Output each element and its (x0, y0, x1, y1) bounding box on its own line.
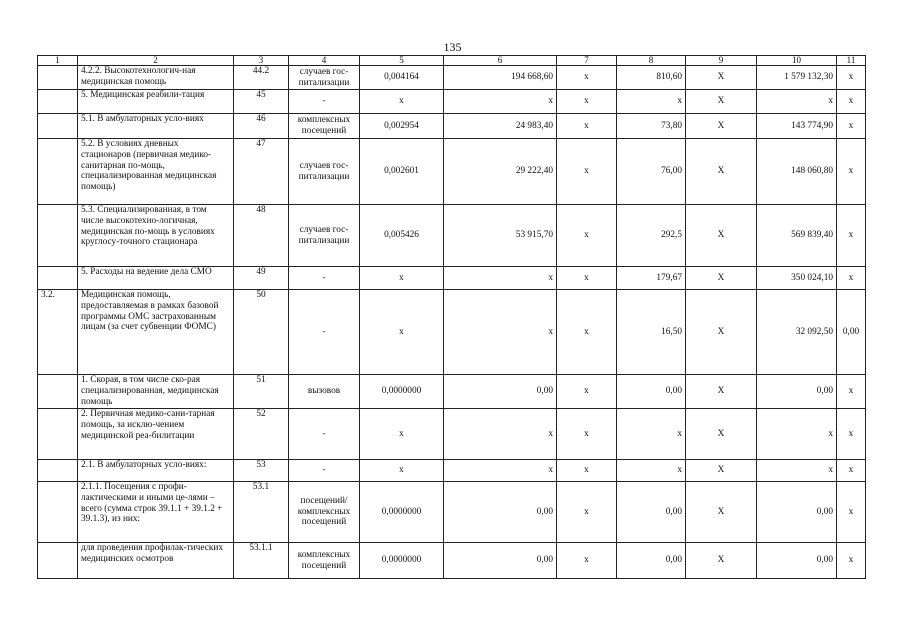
table-row (38, 139, 866, 205)
column-9-cell: X (686, 482, 757, 543)
table-row (38, 409, 866, 460)
column-number: 10 (757, 56, 837, 66)
cost-total-cell: 0,00 (757, 482, 837, 543)
column-9-cell: X (686, 409, 757, 460)
indicator-name-cell: 5.1. В амбулаторных усло-виях (78, 114, 234, 139)
indicator-name-cell: 5.2. В условиях дневных стационаров (первичная медико-санитарная по-мощь, специализированная медицинская помощь) (78, 139, 234, 205)
per-capita-cell: x (617, 409, 686, 460)
data-table (37, 55, 866, 579)
column-11-cell: x (837, 139, 866, 205)
cost-total-cell: 569 839,40 (757, 205, 837, 267)
column-11-cell: x (837, 543, 866, 579)
column-9-cell: X (686, 375, 757, 409)
per-capita-cell: 76,00 (617, 139, 686, 205)
column-number-row (38, 56, 866, 66)
line-number-cell: 49 (234, 267, 289, 290)
column-number: 6 (444, 56, 557, 66)
column-7-cell: x (557, 482, 617, 543)
cost-total-cell: x (757, 90, 837, 114)
per-capita-cell: 73,80 (617, 114, 686, 139)
row-number-cell (38, 375, 78, 409)
norm-cost-cell: x (444, 90, 557, 114)
column-7-cell: x (557, 543, 617, 579)
unit-cell: - (289, 409, 360, 460)
table-row (38, 114, 866, 139)
column-7-cell: x (557, 375, 617, 409)
norm-cost-cell: 0,00 (444, 482, 557, 543)
column-7-cell: x (557, 460, 617, 482)
norm-cost-cell: 0,00 (444, 543, 557, 579)
column-number: 5 (360, 56, 444, 66)
row-number-cell (38, 460, 78, 482)
cost-total-cell: 32 092,50 (757, 290, 837, 375)
table-row (38, 460, 866, 482)
column-11-cell: 0,00 (837, 290, 866, 375)
column-number: 7 (557, 56, 617, 66)
cost-total-cell: 148 060,80 (757, 139, 837, 205)
line-number-cell: 53 (234, 460, 289, 482)
per-capita-cell: 0,00 (617, 375, 686, 409)
per-capita-cell: 179,67 (617, 267, 686, 290)
column-11-cell: x (837, 482, 866, 543)
norm-cost-cell: x (444, 290, 557, 375)
column-7-cell: x (557, 114, 617, 139)
cost-total-cell: 0,00 (757, 375, 837, 409)
norm-cost-cell: x (444, 409, 557, 460)
column-9-cell: X (686, 114, 757, 139)
column-11-cell: x (837, 460, 866, 482)
line-number-cell: 45 (234, 90, 289, 114)
column-9-cell: X (686, 290, 757, 375)
line-number-cell: 44.2 (234, 66, 289, 90)
norm-cost-cell: x (444, 460, 557, 482)
row-number-cell (38, 409, 78, 460)
unit-cell: - (289, 290, 360, 375)
line-number-cell: 53.1.1 (234, 543, 289, 579)
per-capita-cell: 810,60 (617, 66, 686, 90)
column-11-cell: x (837, 90, 866, 114)
norm-volume-cell: x (360, 409, 444, 460)
unit-cell: случаев гос-питализации (289, 66, 360, 90)
norm-volume-cell: 0,0000000 (360, 375, 444, 409)
norm-volume-cell: 0,004164 (360, 66, 444, 90)
norm-volume-cell: x (360, 90, 444, 114)
indicator-name-cell: 5.3. Специализированная, в том числе высокотехно-логичная, медицинская по-мощь в условиях круглосу-точного стационара (78, 205, 234, 267)
row-number-cell (38, 139, 78, 205)
unit-cell: случаев гос-питализации (289, 205, 360, 267)
table-row (38, 205, 866, 267)
norm-volume-cell: x (360, 290, 444, 375)
column-number: 9 (686, 56, 757, 66)
unit-cell: посещений/ комплексных посещений (289, 482, 360, 543)
per-capita-cell: 0,00 (617, 543, 686, 579)
unit-cell: - (289, 90, 360, 114)
per-capita-cell: x (617, 460, 686, 482)
norm-volume-cell: 0,0000000 (360, 543, 444, 579)
norm-volume-cell: 0,0000000 (360, 482, 444, 543)
table-row (38, 90, 866, 114)
table-row (38, 375, 866, 409)
column-11-cell: x (837, 375, 866, 409)
column-9-cell: X (686, 66, 757, 90)
column-7-cell: x (557, 90, 617, 114)
unit-cell: случаев гос-питализации (289, 139, 360, 205)
norm-cost-cell: 29 222,40 (444, 139, 557, 205)
column-number: 2 (78, 56, 234, 66)
table-row (38, 543, 866, 579)
column-9-cell: X (686, 139, 757, 205)
indicator-name-cell: 2.1. В амбулаторных усло-виях: (78, 460, 234, 482)
column-9-cell: X (686, 205, 757, 267)
norm-volume-cell: x (360, 460, 444, 482)
line-number-cell: 51 (234, 375, 289, 409)
norm-cost-cell: 53 915,70 (444, 205, 557, 267)
line-number-cell: 48 (234, 205, 289, 267)
unit-cell: комплексных посещений (289, 543, 360, 579)
line-number-cell: 52 (234, 409, 289, 460)
norm-cost-cell: 0,00 (444, 375, 557, 409)
column-11-cell: x (837, 66, 866, 90)
indicator-name-cell: 5. Медицинская реабили-тация (78, 90, 234, 114)
indicator-name-cell: 1. Скорая, в том числе ско-рая специализированная, медицинская помощь (78, 375, 234, 409)
norm-volume-cell: 0,002954 (360, 114, 444, 139)
page-number: 135 (443, 40, 462, 54)
column-9-cell: X (686, 543, 757, 579)
unit-cell: - (289, 460, 360, 482)
per-capita-cell: x (617, 90, 686, 114)
line-number-cell: 46 (234, 114, 289, 139)
column-number: 11 (837, 56, 866, 66)
norm-cost-cell: x (444, 267, 557, 290)
indicator-name-cell: Медицинская помощь, предоставляемая в рамках базовой программы ОМС застрахованным лицам (за счет субвенции ФОМС) (78, 290, 234, 375)
indicator-name-cell: 2.1.1. Посещения с профи-лактическими и иными це-лями – всего (сумма строк 39.1.1 + 39.1.2 + 39.1.3), из них: (78, 482, 234, 543)
cost-total-cell: 0,00 (757, 543, 837, 579)
per-capita-cell: 0,00 (617, 482, 686, 543)
indicator-name-cell: для проведения профилак-тических медицинских осмотров (78, 543, 234, 579)
table-row (38, 290, 866, 375)
column-7-cell: x (557, 267, 617, 290)
column-9-cell: X (686, 90, 757, 114)
norm-volume-cell: 0,005426 (360, 205, 444, 267)
row-number-cell (38, 482, 78, 543)
column-11-cell: x (837, 114, 866, 139)
indicator-name-cell: 5. Расходы на ведение дела СМО (78, 267, 234, 290)
norm-cost-cell: 194 668,60 (444, 66, 557, 90)
norm-cost-cell: 24 983,40 (444, 114, 557, 139)
row-number-cell (38, 66, 78, 90)
column-7-cell: x (557, 290, 617, 375)
indicator-name-cell: 4.2.2. Высокотехнологич-ная медицинская помощь (78, 66, 234, 90)
table-row (38, 267, 866, 290)
column-11-cell: x (837, 205, 866, 267)
column-11-cell: x (837, 409, 866, 460)
column-number: 3 (234, 56, 289, 66)
table-row (38, 66, 866, 90)
column-7-cell: x (557, 205, 617, 267)
per-capita-cell: 292,5 (617, 205, 686, 267)
column-7-cell: x (557, 66, 617, 90)
column-number: 1 (38, 56, 78, 66)
column-11-cell: x (837, 267, 866, 290)
row-number-cell (38, 543, 78, 579)
cost-total-cell: x (757, 409, 837, 460)
cost-total-cell: x (757, 460, 837, 482)
table-row (38, 482, 866, 543)
column-7-cell: x (557, 409, 617, 460)
column-7-cell: x (557, 139, 617, 205)
row-number-cell: 3.2. (38, 290, 78, 375)
cost-total-cell: 350 024,10 (757, 267, 837, 290)
line-number-cell: 53.1 (234, 482, 289, 543)
row-number-cell (38, 114, 78, 139)
unit-cell: комплексных посещений (289, 114, 360, 139)
norm-volume-cell: x (360, 267, 444, 290)
indicator-name-cell: 2. Первичная медико-сани-тарная помощь, за исклю-чением медицинской реа-билитации (78, 409, 234, 460)
cost-total-cell: 1 579 132,30 (757, 66, 837, 90)
row-number-cell (38, 267, 78, 290)
row-number-cell (38, 205, 78, 267)
line-number-cell: 50 (234, 290, 289, 375)
column-number: 8 (617, 56, 686, 66)
unit-cell: - (289, 267, 360, 290)
line-number-cell: 47 (234, 139, 289, 205)
row-number-cell (38, 90, 78, 114)
cost-total-cell: 143 774,90 (757, 114, 837, 139)
unit-cell: вызовов (289, 375, 360, 409)
column-number: 4 (289, 56, 360, 66)
norm-volume-cell: 0,002601 (360, 139, 444, 205)
per-capita-cell: 16,50 (617, 290, 686, 375)
column-9-cell: X (686, 267, 757, 290)
column-9-cell: X (686, 460, 757, 482)
